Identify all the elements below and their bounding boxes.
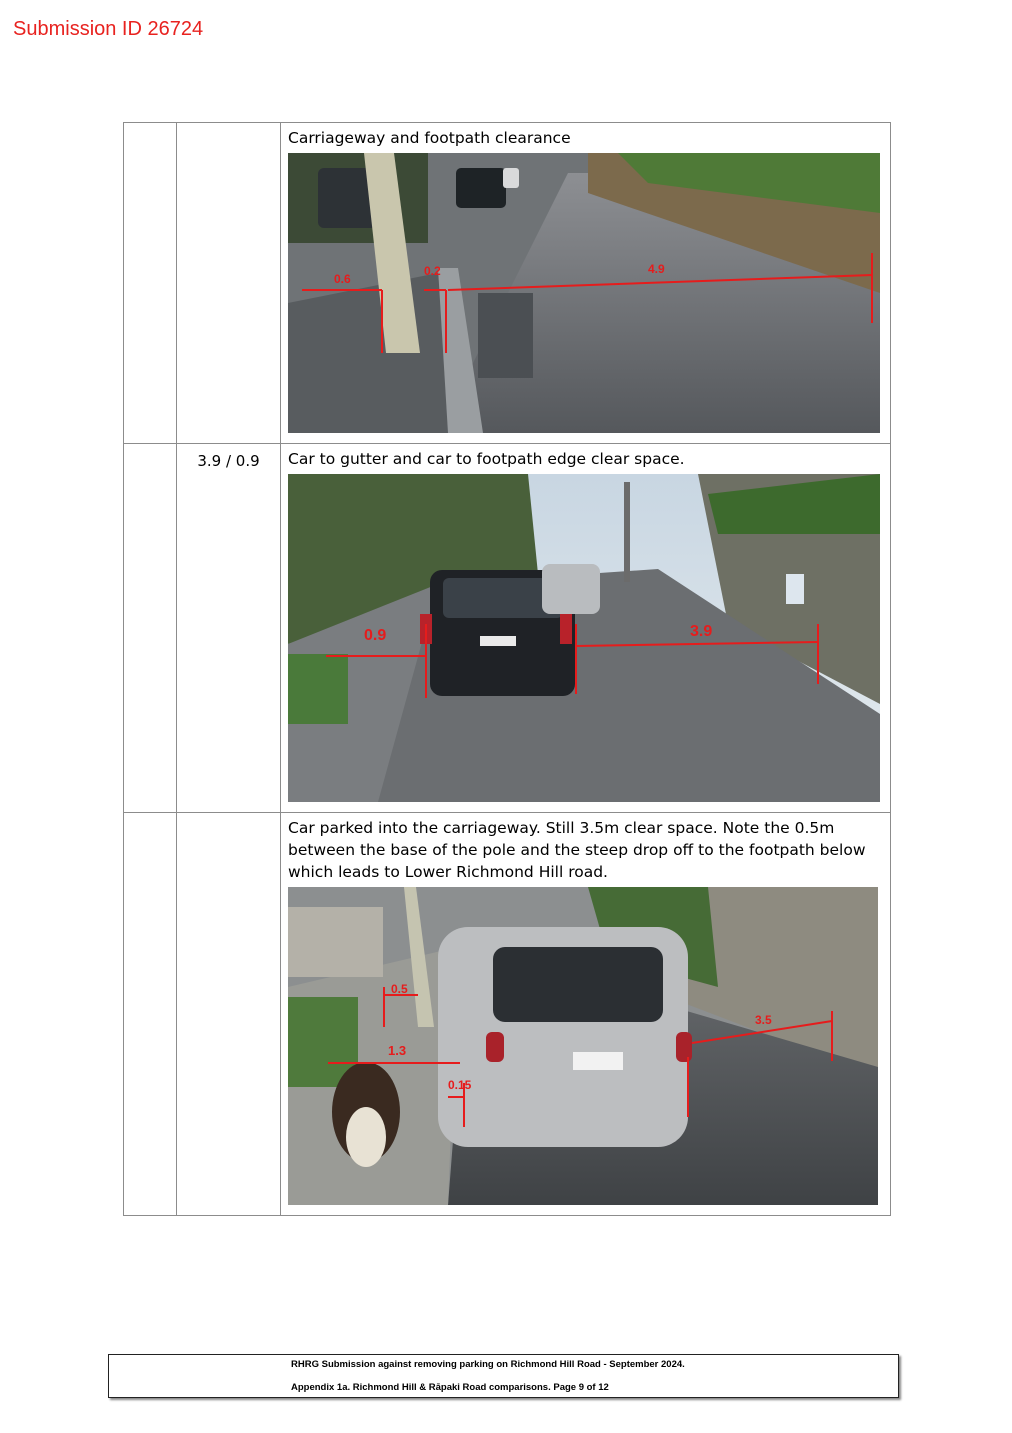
measurement-label: 0.5	[391, 982, 408, 996]
measurement-label: 1.3	[388, 1043, 407, 1058]
measurement-label: 0.2	[424, 264, 441, 278]
measurement-label: 0.15	[448, 1078, 472, 1092]
measurement-label: 3.9	[690, 623, 713, 640]
table-row	[124, 444, 891, 813]
measurement-label: 0.9	[364, 627, 387, 644]
footer-page-info: Appendix 1a. Richmond Hill & Rāpaki Road comparisons. Page 9 of 12	[291, 1382, 609, 1393]
row-index-cell	[124, 444, 177, 813]
measurement-label: 0.6	[334, 272, 351, 286]
row-index-cell	[124, 123, 177, 444]
description-cell	[281, 813, 891, 1216]
measurement-cell	[177, 123, 281, 444]
measurement-cell	[177, 813, 281, 1216]
page-footer	[108, 1354, 899, 1398]
comparison-table	[123, 122, 891, 1216]
street-photo	[288, 153, 880, 433]
measurement-label: 4.9	[648, 262, 665, 276]
description-cell	[281, 123, 891, 444]
measurement-label: 3.5	[755, 1013, 772, 1027]
street-photo	[288, 474, 880, 802]
description-cell	[281, 444, 891, 813]
footer-title: RHRG Submission against removing parking on Richmond Hill Road - September 2024.	[291, 1359, 685, 1370]
submission-id: Submission ID 26724	[13, 18, 204, 40]
photo-caption: Car parked into the carriageway. Still 3.5m clear space. Note the 0.5m between the base of the pole and the steep drop off to the footpath below which leads to Lower Richmond Hill road.	[288, 819, 866, 881]
street-photo	[288, 887, 878, 1205]
table-row	[124, 123, 891, 444]
photo-caption: Car to gutter and car to footpath edge clear space.	[288, 450, 685, 468]
measurement-cell: 3.9 / 0.9	[177, 444, 281, 813]
photo-caption: Carriageway and footpath clearance	[288, 129, 571, 147]
row-index-cell	[124, 813, 177, 1216]
table-row	[124, 813, 891, 1216]
